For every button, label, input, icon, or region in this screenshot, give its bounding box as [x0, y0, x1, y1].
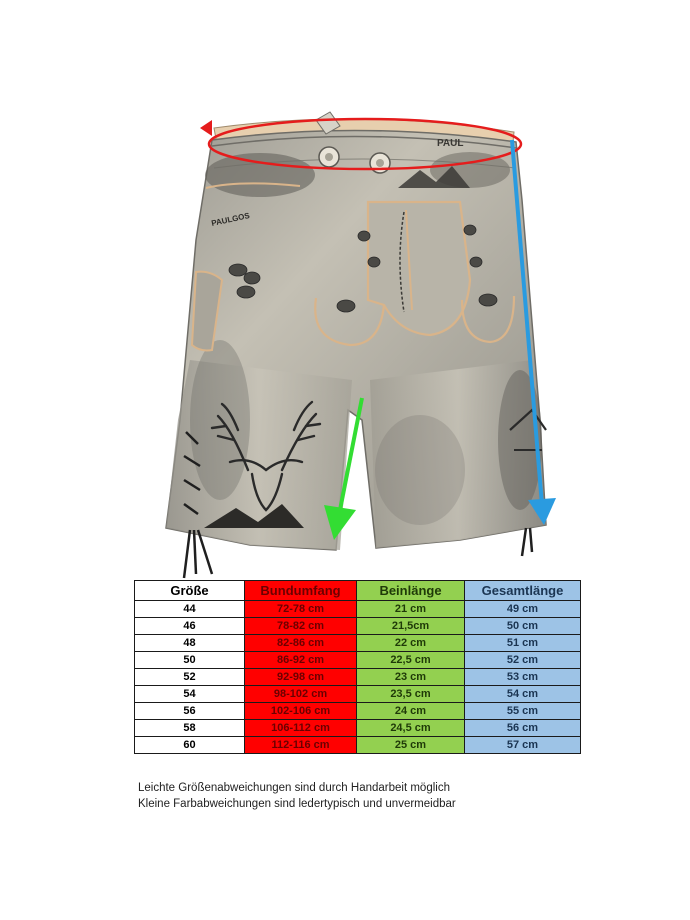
table-row [135, 720, 581, 737]
leg-length-cell: 22,5 cm [357, 652, 465, 669]
total-length-cell: 53 cm [465, 669, 581, 686]
leg-length-cell: 21,5cm [357, 618, 465, 635]
size-cell: 48 [135, 635, 245, 652]
size-cell: 44 [135, 601, 245, 618]
table-row [135, 669, 581, 686]
table-row [135, 601, 581, 618]
waist-cell: 102-106 cm [245, 703, 357, 720]
waist-cell: 98-102 cm [245, 686, 357, 703]
waist-cell: 106-112 cm [245, 720, 357, 737]
total-length-cell: 57 cm [465, 737, 581, 754]
total-length-cell: 49 cm [465, 601, 581, 618]
waist-cell: 112-116 cm [245, 737, 357, 754]
waist-cell: 78-82 cm [245, 618, 357, 635]
waist-cell: 92-98 cm [245, 669, 357, 686]
note-handcraft: Leichte Größenabweichungen sind durch Handarbeit möglich [138, 782, 450, 794]
note-color: Kleine Farbabweichungen sind ledertypisch und unvermeidbar [138, 798, 456, 810]
size-notes [138, 780, 456, 812]
brand-label: PAULGOS [210, 211, 251, 228]
total-length-cell: 55 cm [465, 703, 581, 720]
size-cell: 46 [135, 618, 245, 635]
size-cell: 56 [135, 703, 245, 720]
total-length-cell: 54 cm [465, 686, 581, 703]
leg-length-cell: 21 cm [357, 601, 465, 618]
table-row [135, 618, 581, 635]
table-row [135, 686, 581, 703]
waist-cell: 72-78 cm [245, 601, 357, 618]
leg-length-cell: 24 cm [357, 703, 465, 720]
header-waist: Bundumfang [245, 581, 357, 601]
header-leg-length: Beinlänge [357, 581, 465, 601]
total-length-cell: 56 cm [465, 720, 581, 737]
size-table-header-row [135, 581, 581, 601]
leg-length-cell: 23 cm [357, 669, 465, 686]
size-cell: 58 [135, 720, 245, 737]
table-row [135, 652, 581, 669]
size-cell: 54 [135, 686, 245, 703]
header-size: Größe [135, 581, 245, 601]
table-row [135, 737, 581, 754]
waist-cell: 86-92 cm [245, 652, 357, 669]
header-total-length: Gesamtlänge [465, 581, 581, 601]
size-cell: 60 [135, 737, 245, 754]
waistband-brand-label: PAUL [437, 138, 464, 149]
table-row [135, 635, 581, 652]
leg-length-cell: 25 cm [357, 737, 465, 754]
size-cell: 52 [135, 669, 245, 686]
total-length-cell: 51 cm [465, 635, 581, 652]
size-table [134, 580, 581, 754]
total-length-cell: 52 cm [465, 652, 581, 669]
table-row [135, 703, 581, 720]
size-cell: 50 [135, 652, 245, 669]
leg-length-cell: 22 cm [357, 635, 465, 652]
leg-length-cell: 24,5 cm [357, 720, 465, 737]
waist-cell: 82-86 cm [245, 635, 357, 652]
total-length-cell: 50 cm [465, 618, 581, 635]
leg-length-cell: 23,5 cm [357, 686, 465, 703]
